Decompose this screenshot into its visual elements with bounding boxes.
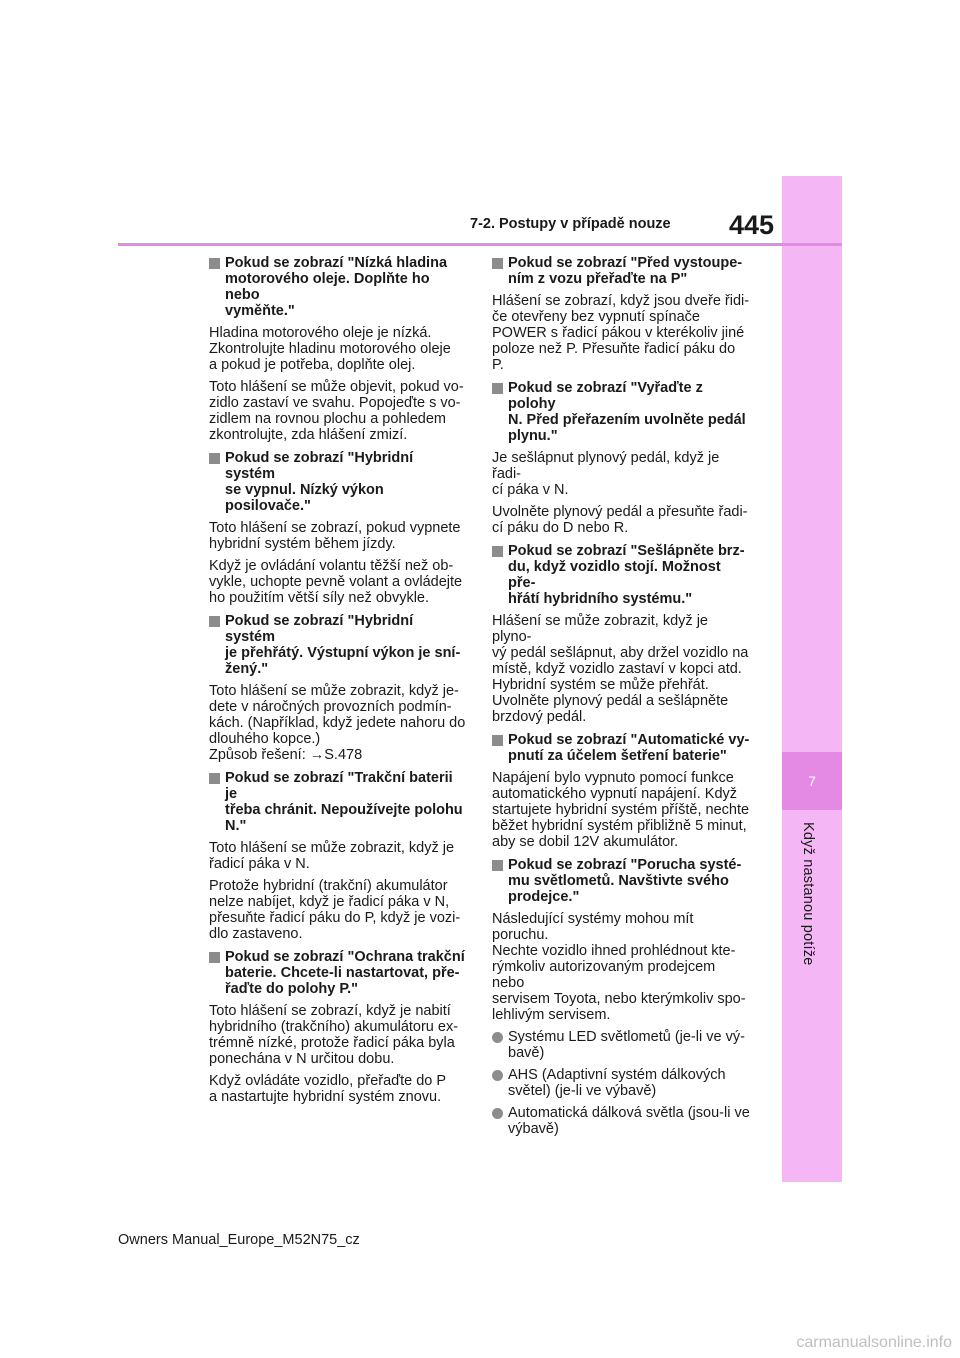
square-bullet-icon [492,258,503,269]
section-heading-text: Pokud se zobrazí "Před vystoupe- ním z vozu přeřaďte na P" [508,255,743,287]
square-bullet-icon [209,453,220,464]
bullet-text: AHS (Adaptivní systém dálkových světel) (je-li ve výbavě) [508,1067,726,1099]
section-heading [209,770,467,834]
bullet-item [492,1067,750,1099]
square-bullet-icon [209,616,220,627]
section-5 [209,949,467,1105]
section-heading [492,732,750,764]
section-5 [492,857,750,1137]
section-4 [209,770,467,942]
section-heading-text: Pokud se zobrazí "Nízká hladina motorového oleje. Doplňte ho nebo vyměňte." [225,255,448,319]
square-bullet-icon [492,546,503,557]
watermark: carmanualsonline.info [796,1334,952,1351]
body-paragraph: Hlášení se zobrazí, když jsou dveře řidi- če otevřeny bez vypnutí spínače POWER s řadicí pákou v kterékoliv jiné poloze než P. Přesuňte řadicí páku do P. [492,293,750,373]
section-heading-text: Pokud se zobrazí "Automatické vy- pnutí za účelem šetření baterie" [508,732,750,764]
square-bullet-icon [492,860,503,871]
body-paragraph: Protože hybridní (trakční) akumulátor nelze nabíjet, když je řadicí páka v N, přesuňte řadicí páku do P, když je vozi- dlo zastaveno. [209,878,461,942]
square-bullet-icon [209,952,220,963]
body-paragraph: Následující systémy mohou mít poruchu. Nechte vozidlo ihned prohlédnout kte- rýmkoliv autorizovaným prodejcem nebo servisem Toyota, nebo kterýmkoliv spo- lehlivým servisem. [492,911,746,1023]
chapter-side-tab [782,176,842,1182]
section-heading-text: Pokud se zobrazí "Ochrana trakční baterie. Chcete-li nastartovat, pře- řaďte do polohy P." [225,949,465,997]
section-heading-text: Pokud se zobrazí "Vyřaďte z polohy N. Před přeřazením uvolněte pedál plynu." [508,380,746,444]
body-paragraph: Když je ovládání volantu těžší než ob- vykle, uchopte pevně volant a ovládejte ho použitím větší síly než obvykle. [209,558,463,606]
body-paragraph: Je sešlápnut plynový pedál, když je řadi- cí páka v N. [492,450,720,498]
body-paragraph: Toto hlášení se může zobrazit, když je- dete v náročných provozních podmín- kách. (Například, když jedete nahoru do dlouhého kopce.) Způsob řešení: →S.478 [209,683,466,763]
section-heading [492,380,750,444]
section-header: 7-2. Postupy v případě nouze [470,216,671,232]
chapter-side-label: Když nastanou potíže [800,822,816,966]
section-4 [492,732,750,850]
body-paragraph: Toto hlášení se může objevit, pokud vo- zidlo zastaví ve svahu. Popojeďte s vo- zidlem na rovnou plochu a pohledem zkontrolujte, zda hlášení zmizí. [209,379,464,443]
page-number: 445 [728,210,774,240]
footer-manual-id: Owners Manual_Europe_M52N75_cz [118,1232,360,1248]
section-heading [492,543,750,607]
bullet-text: Automatická dálková světla (jsou-li ve výbavě) [508,1105,750,1137]
section-2 [492,380,750,536]
section-heading [492,857,750,905]
right-column [492,255,750,1144]
bullet-text: Systému LED světlometů (je-li ve vý- bavě) [508,1029,745,1061]
round-bullet-icon [492,1032,503,1043]
section-heading-text: Pokud se zobrazí "Sešlápněte brz- du, když vozidlo stojí. Možnost pře- hřátí hybridního systému." [508,543,745,607]
round-bullet-icon [492,1070,503,1081]
body-paragraph: Uvolněte plynový pedál a přesuňte řadi- cí páku do D nebo R. [492,504,748,536]
square-bullet-icon [209,773,220,784]
body-paragraph: Toto hlášení se zobrazí, když je nabití hybridního (trakčního) akumulátoru ex- trémně nízké, protože řadicí páka byla ponechána v N určitou dobu. [209,1003,459,1067]
square-bullet-icon [492,735,503,746]
square-bullet-icon [209,258,220,269]
body-paragraph: Toto hlášení se zobrazí, pokud vypnete hybridní systém během jízdy. [209,520,461,552]
body-paragraph: Když ovládáte vozidlo, přeřaďte do P a nastartujte hybridní systém znovu. [209,1073,447,1105]
section-2 [209,450,467,606]
section-heading [492,255,750,287]
section-1 [492,255,750,373]
section-heading-text: Pokud se zobrazí "Hybridní systém je přehřátý. Výstupní výkon je sní- žený." [225,613,461,677]
section-heading [209,613,467,677]
round-bullet-icon [492,1108,503,1119]
section-heading [209,450,467,514]
section-heading [209,949,467,997]
bullet-item [492,1105,750,1137]
section-3 [209,613,467,763]
section-heading-text: Pokud se zobrazí "Trakční baterii je třeba chránit. Nepoužívejte polohu N." [225,770,463,834]
section-heading [209,255,467,319]
body-paragraph: Hladina motorového oleje je nízká. Zkontrolujte hladinu motorového oleje a pokud je potřeba, doplňte olej. [209,325,451,373]
left-column [209,255,467,1112]
section-3 [492,543,750,725]
header-rule [118,243,842,246]
square-bullet-icon [492,383,503,394]
body-paragraph: Hlášení se může zobrazit, když je plyno- vý pedál sešlápnut, aby držel vozidlo na místě, když vozidlo zastaví v kopci atd. Hybridní systém se může přehřát. Uvolněte plynový pedál a sešlápněte brzdový pedál. [492,613,749,725]
bullet-item [492,1029,750,1061]
section-1 [209,255,467,443]
body-paragraph: Napájení bylo vypnuto pomocí funkce automatického vypnutí napájení. Když startujete hybridní systém příště, nechte běžet hybridní systém přibližně 5 minut, aby se dobil 12V akumulátor. [492,770,750,850]
body-paragraph: Toto hlášení se může zobrazit, když je řadicí páka v N. [209,840,455,872]
chapter-number-box: 7 [782,752,842,810]
section-heading-text: Pokud se zobrazí "Hybridní systém se vypnul. Nízký výkon posilovače." [225,450,414,514]
section-heading-text: Pokud se zobrazí "Porucha systé- mu světlometů. Navštivte svého prodejce." [508,857,742,905]
